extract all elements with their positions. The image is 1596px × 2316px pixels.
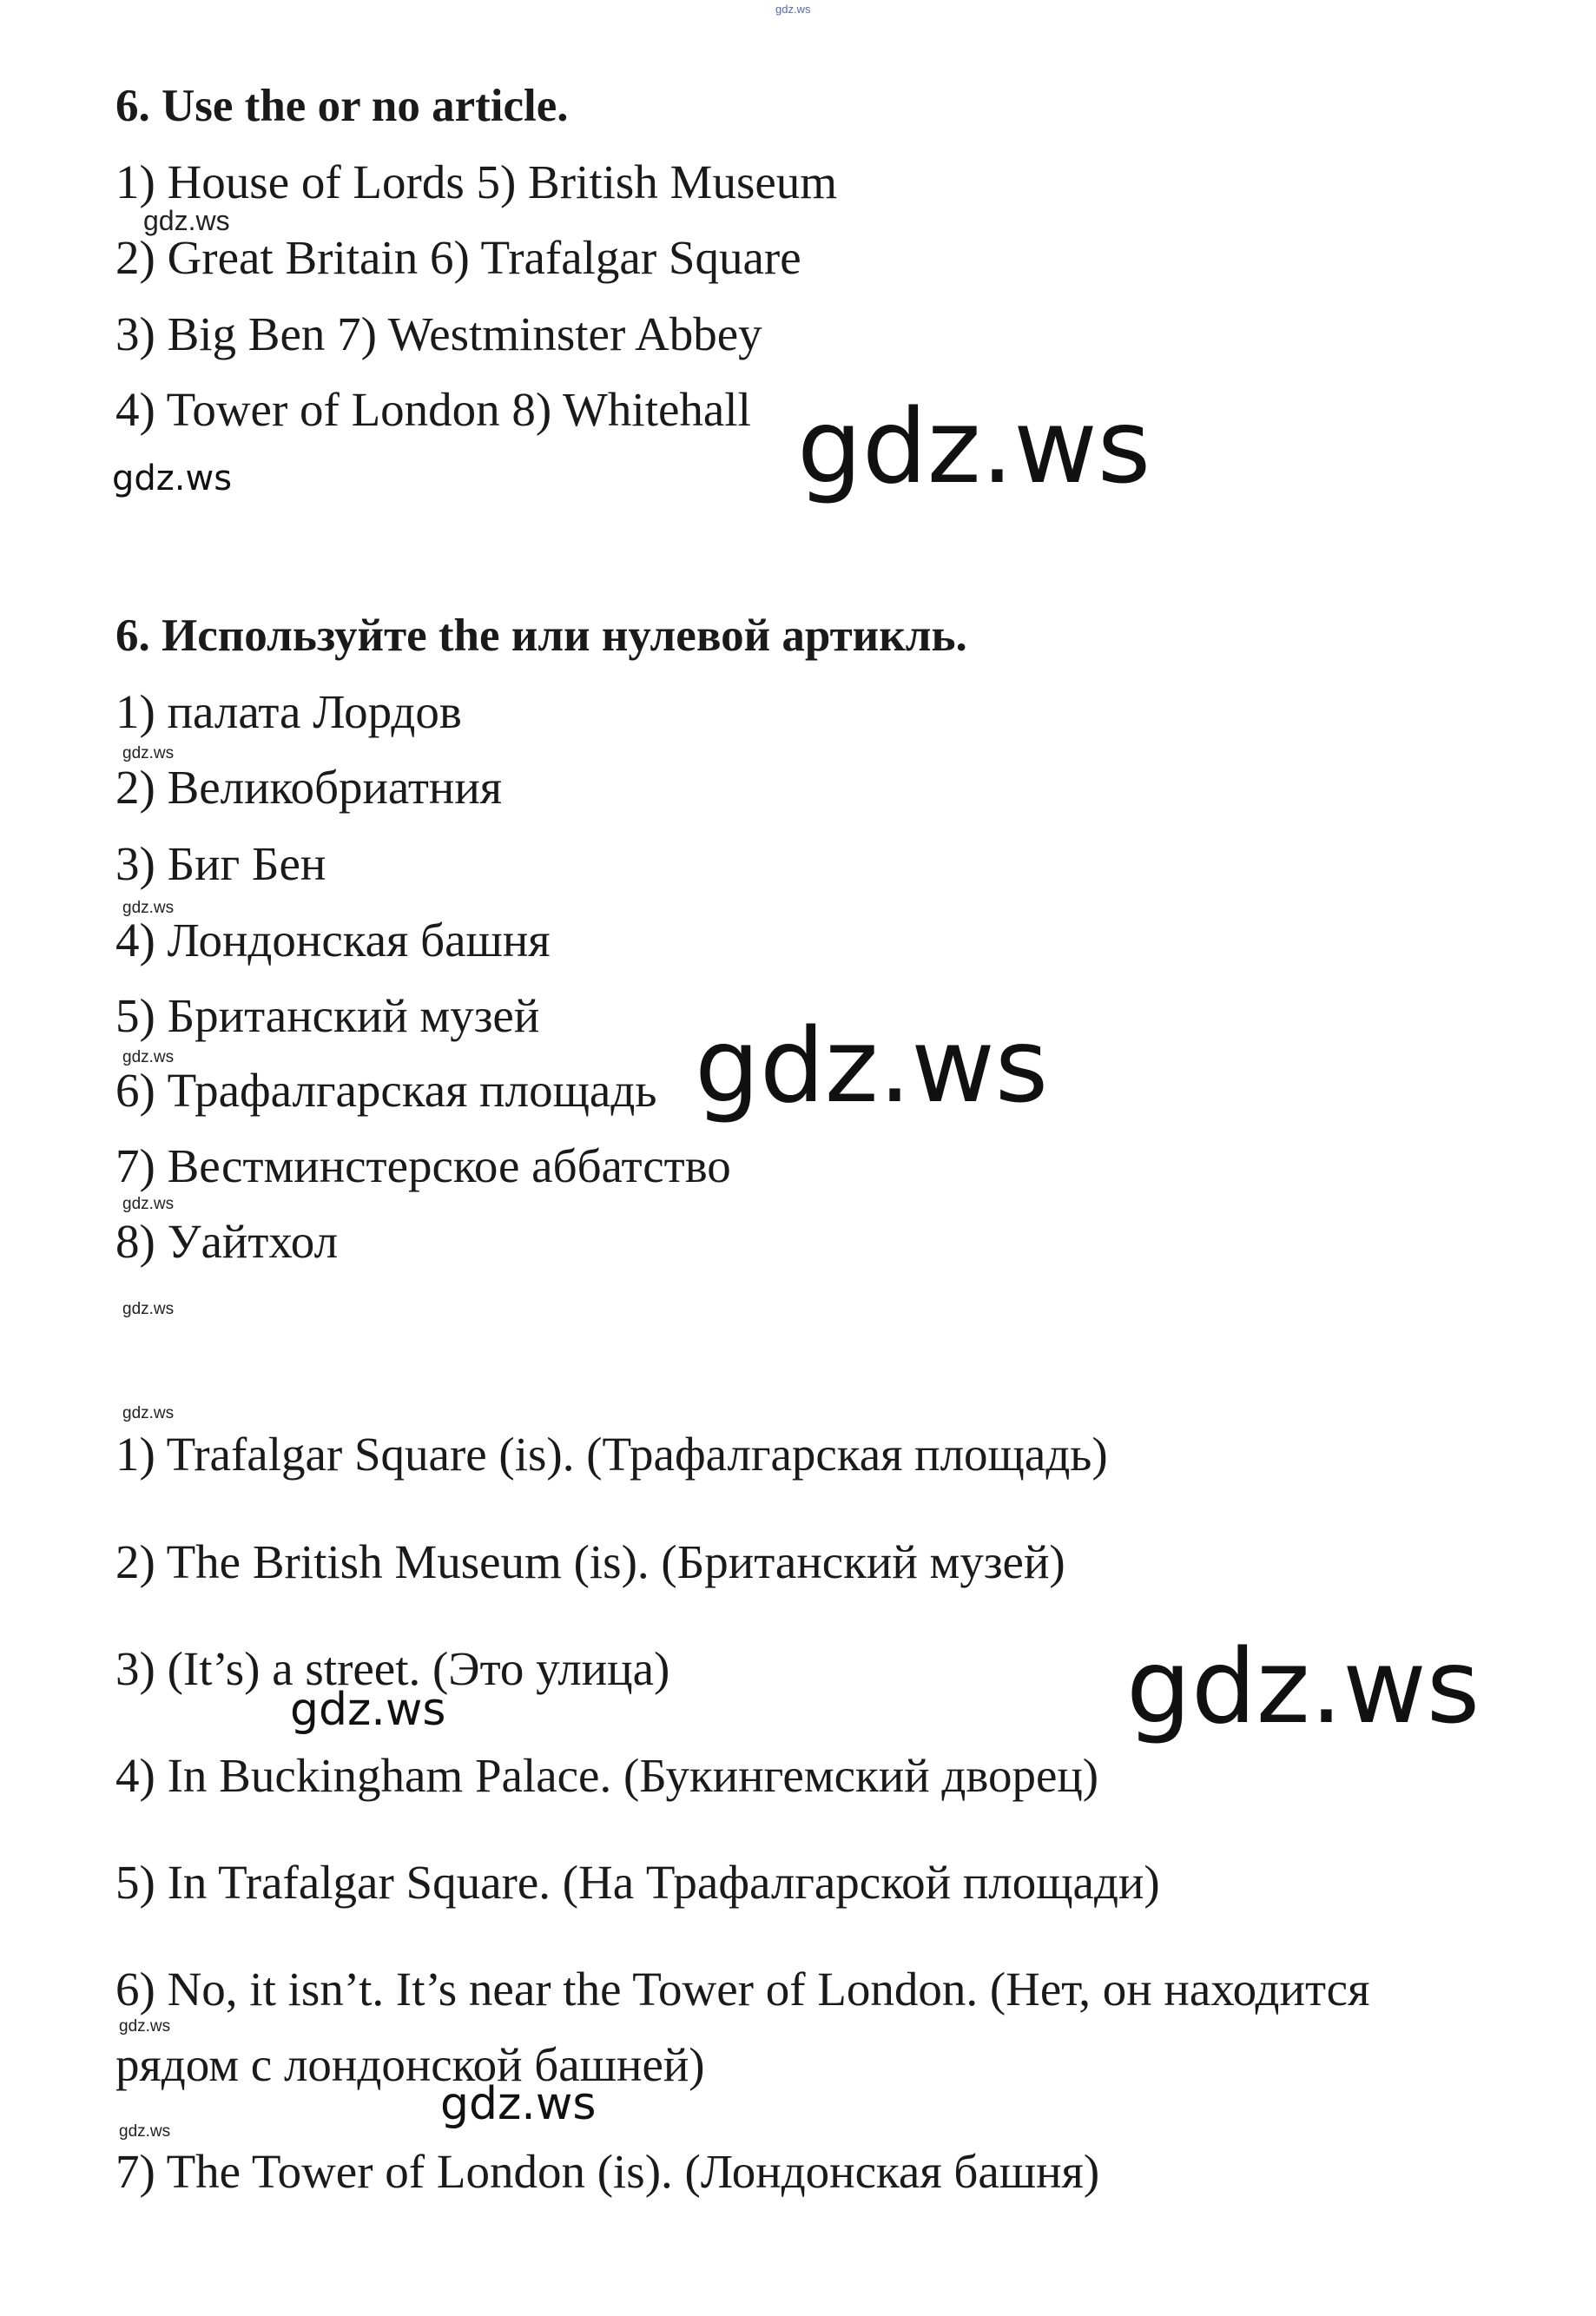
answer-line: 1) Trafalgar Square (is). (Трафалгарская площадь) [115, 1428, 1108, 1481]
answer-line: 4) In Buckingham Palace. (Букингемский дворец) [115, 1749, 1099, 1802]
top-watermark: gdz.ws [775, 3, 811, 16]
translation-line: 4) Лондонская башня [115, 914, 551, 967]
watermark-text: gdz.ws [440, 2078, 597, 2130]
watermark-text: gdz.ws [122, 744, 175, 762]
answer-line: 6) No, it isn’t. It’s near the Tower of London. (Нет, он находится [115, 1963, 1370, 2016]
watermark-text: gdz.ws [122, 1195, 175, 1213]
translation-line: 8) Уайтхол [115, 1215, 339, 1268]
watermark-text: gdz.ws [122, 1404, 175, 1422]
exercise-heading-ru: 6. Используйте the или нулевой артикль. [115, 610, 967, 661]
translation-line: 6) Трафалгарская площадь [115, 1064, 657, 1117]
watermark-text: gdz.ws [122, 1300, 175, 1318]
watermark-text: gdz.ws [290, 1684, 446, 1736]
watermark-large: gdz.ws [1126, 1626, 1481, 1746]
translation-line: 5) Британский музей [115, 989, 540, 1042]
exercise-line: 3) Big Ben 7) Westminster Abbey [115, 307, 762, 360]
exercise-heading-en: 6. Use the or no article. [115, 81, 569, 131]
exercise-line: 2) Great Britain 6) Trafalgar Square [115, 231, 801, 284]
exercise-line: 1) House of Lords 5) British Museum [115, 155, 838, 208]
translation-line: 3) Биг Бен [115, 837, 326, 890]
watermark-text: gdz.ws [112, 459, 233, 498]
translation-line: 2) Великобриатния [115, 761, 503, 814]
watermark-text: gdz.ws [122, 1048, 175, 1066]
watermark-large: gdz.ws [695, 1006, 1049, 1125]
watermark-text: gdz.ws [119, 2122, 171, 2141]
watermark-large: gdz.ws [797, 386, 1151, 506]
answer-line: рядом с лондонской башней) [115, 2038, 705, 2091]
translation-line: 7) Вестминстерское аббатство [115, 1139, 731, 1192]
exercise-line: 4) Tower of London 8) Whitehall [115, 383, 751, 436]
answer-line: 7) The Tower of London (is). (Лондонская башня) [115, 2145, 1100, 2198]
answer-line: 2) The British Museum (is). (Британский музей) [115, 1535, 1065, 1588]
translation-line: 1) палата Лордов [115, 685, 462, 738]
answer-line: 5) In Trafalgar Square. (На Трафалгарской площади) [115, 1856, 1160, 1909]
watermark-text: gdz.ws [143, 205, 230, 236]
watermark-text: gdz.ws [119, 2017, 171, 2036]
answer-line: 3) (It’s) a street. (Это улица) [115, 1642, 670, 1695]
watermark-text: gdz.ws [122, 899, 175, 917]
